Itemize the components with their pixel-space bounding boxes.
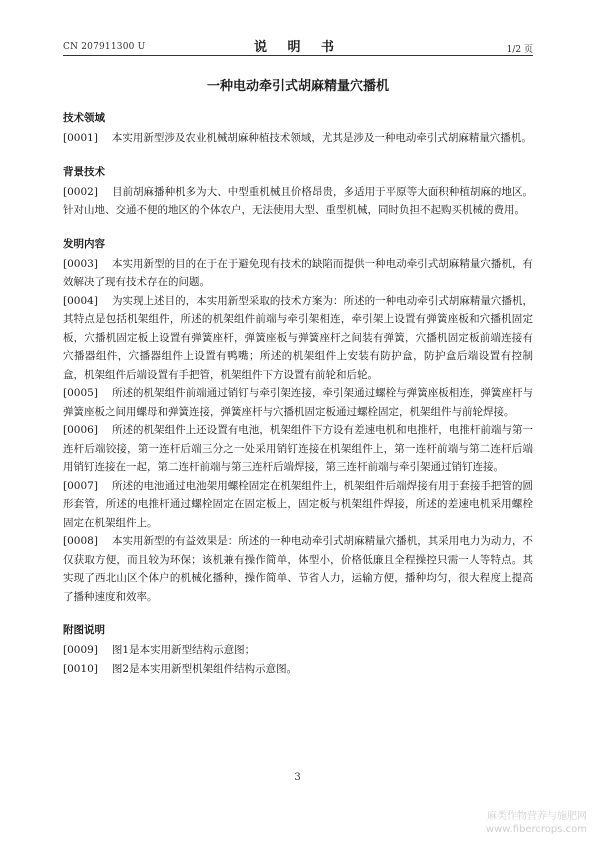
paragraph-text: 所述的机架组件前端通过销钉与牵引架连接，牵引架通过螺栓与弹簧座板相连，弹簧座杆与弹簧座板之间用螺母和弹簧连接，弹簧座杆与穴播机固定板通过螺栓固定，机架组件与前轮焊接。 <box>63 387 533 418</box>
paragraph <box>63 641 533 660</box>
section <box>63 110 533 148</box>
header-divider <box>63 55 533 56</box>
section <box>63 236 533 607</box>
patent-number: CN 207911300 U <box>63 42 146 52</box>
paragraph-number: [0008] <box>63 535 98 547</box>
paragraph <box>63 292 533 385</box>
paragraph-text: 图1是本实用新型结构示意图； <box>111 644 256 656</box>
page-count: 1/2 页 <box>506 45 533 55</box>
paragraph <box>63 660 533 679</box>
paragraph <box>63 183 533 220</box>
paragraph <box>63 477 533 533</box>
paragraph-text: 本实用新型的有益效果是：所述的一种电动牵引式胡麻精量穴播机，其采用电力为动力，不仅获取方便，而且较为环保；该机兼有操作简单，体型小，价格低廉且全程操控只需一人等特点。其实现了西北山区个体户的机械化播种，操作简单、节省人力，运输方便，播种均匀，很大程度上提高了播种速度和效率。 <box>63 535 533 603</box>
paragraph <box>63 532 533 606</box>
page-header <box>63 36 533 55</box>
paragraph <box>63 421 533 477</box>
paragraph-number: [0006] <box>63 424 98 436</box>
section-heading: 附图说明 <box>63 624 105 636</box>
paragraph-number: [0004] <box>63 294 98 307</box>
paragraph-text: 所述的机架组件上还设置有电池，机架组件下方设有差速电机和电推杆，电推杆前端与第一连杆后端铰接，第一连杆后端三分之一处采用销钉连接在机架组件上，第一连杆前端与第二连杆后端用销钉连接在一起，第二连杆前端与第三连杆后端焊接，第三连杆前端与牵引架通过销钉连接。 <box>63 424 533 473</box>
section <box>63 622 533 678</box>
document-title: 一种电动牵引式胡麻精量穴播机 <box>206 79 389 94</box>
page-number: 3 <box>294 772 301 783</box>
paragraph-number: [0009] <box>63 644 98 656</box>
section-heading: 技术领域 <box>63 112 105 124</box>
paragraph-number: [0010] <box>63 662 98 675</box>
paragraph-text: 本实用新型的目的在于在于避免现有技术的缺陷而提供一种电动牵引式胡麻精量穴播机，有效解决了现有技术存在的问题。 <box>63 257 533 288</box>
paragraph-number: [0007] <box>63 479 98 492</box>
paragraph-text: 所述的电池通过电池架用螺栓固定在机架组件上，机架组件后端焊接有用于套接手把管的圆形套管，所述的电推杆通过螺栓固定在固定板上，固定板与机架组件焊接，所述的差速电机采用螺栓固定在机架组件上。 <box>63 479 533 529</box>
watermark-site-name: 麻类作物营养与施肥网 <box>487 811 587 822</box>
paragraph-text: 本实用新型涉及农业机械胡麻种植技术领域，尤其是涉及一种电动牵引式胡麻精量穴播机。 <box>111 132 532 144</box>
watermark <box>486 810 587 836</box>
section-heading: 发明内容 <box>63 237 105 250</box>
paragraph-number: [0005] <box>63 387 98 399</box>
paragraph-number: [0003] <box>63 257 98 270</box>
paragraph <box>63 129 533 148</box>
paragraph-number: [0002] <box>63 185 98 198</box>
watermark-url: www.fibercrops.com <box>485 824 587 835</box>
section <box>63 164 533 220</box>
paragraph-number: [0001] <box>63 132 98 144</box>
document-body <box>63 110 533 694</box>
section-heading: 背景技术 <box>63 165 105 178</box>
paragraph <box>63 384 533 421</box>
paragraph-text: 目前胡麻播种机多为大、中型重机械且价格昂贵，多适用于平原等大面积种植胡麻的地区。针对山地、交通不便的地区的个体农户，无法使用大型、重型机械，同时负担不起购买机械的费用。 <box>63 185 533 216</box>
paragraph-text: 图2是本实用新型机架组件结构示意图。 <box>111 662 298 675</box>
document-type: 说 明 书 <box>253 40 343 55</box>
paragraph-text: 为实现上述目的，本实用新型采取的技术方案为：所述的一种电动牵引式胡麻精量穴播机，其特点是包括机架组件，所述的机架组件前端与牵引架相连，牵引架上设置有弹簧座板和穴播机固定板，穴播机固定板上设置有弹簧座杆，弹簧座板与弹簧座杆之间装有弹簧，穴播机固定板前端连接有穴播器组件，穴播器组件上设置有鸭嘴；所述的机架组件上安装有防护盒，防护盒后端设置有控制盒，机架组件后端设置有手把管，机架组件下方设置有前轮和后轮。 <box>63 294 533 381</box>
paragraph <box>63 255 533 292</box>
